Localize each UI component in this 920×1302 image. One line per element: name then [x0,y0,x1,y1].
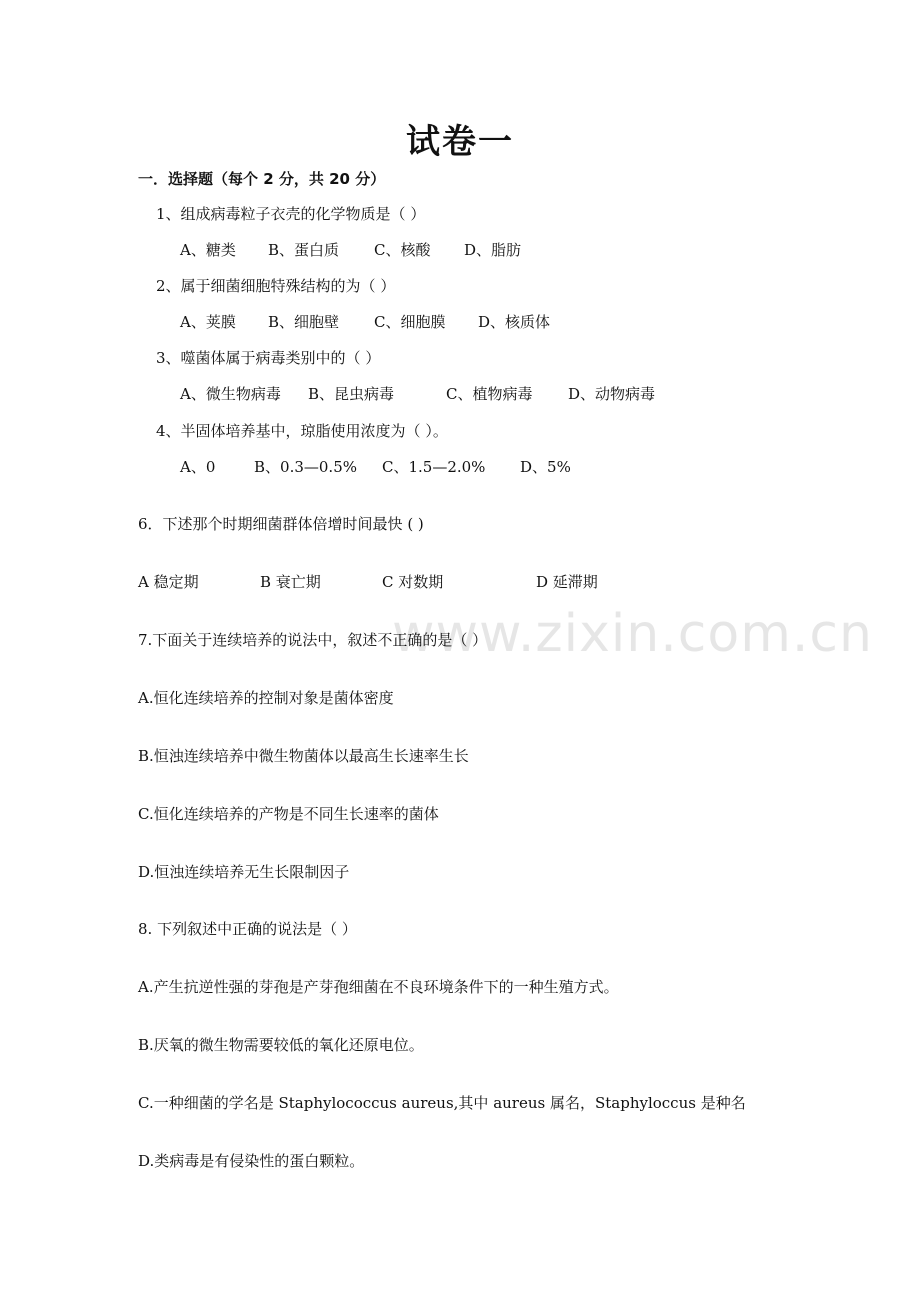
question-1-option-d: D、脂肪 [464,241,522,259]
question-8-option-d: D.类病毒是有侵染性的蛋白颗粒。 [138,1152,365,1170]
question-2-option-a: A、荚膜 [180,313,236,331]
question-8-option-a: A.产生抗逆性强的芽孢是产芽孢细菌在不良环境条件下的一种生殖方式。 [138,978,619,996]
question-8-option-b: B.厌氧的微生物需要较低的氧化还原电位。 [138,1036,424,1054]
question-4-option-b: B、0.3—0.5% [254,458,357,476]
question-4-option-a: A、0 [180,458,216,476]
question-7-option-d: D.恒浊连续培养无生长限制因子 [138,863,350,881]
page-title: 试卷一 [406,122,514,162]
question-7-option-b: B.恒浊连续培养中微生物菌体以最高生长速率生长 [138,747,469,765]
question-2-stem: 2、属于细菌细胞特殊结构的为（ ） [156,277,396,295]
question-4-option-d: D、5% [520,458,571,476]
watermark: www.zixin.com.cn [392,604,873,664]
question-6-option-c: C 对数期 [382,573,444,591]
question-4-option-c: C、1.5—2.0% [382,458,486,476]
section-heading: 一．选择题（每个 2 分，共 20 分） [138,170,386,188]
question-7-option-c: C.恒化连续培养的产物是不同生长速率的菌体 [138,805,439,823]
question-8-stem: 8. 下列叙述中正确的说法是（ ） [138,920,357,938]
question-6-option-d: D 延滞期 [536,573,598,591]
question-1-option-b: B、蛋白质 [268,241,340,259]
question-7-option-a: A.恒化连续培养的控制对象是菌体密度 [138,689,394,707]
question-3-option-b: B、昆虫病毒 [308,385,395,403]
question-6-stem: 6．下述那个时期细菌群体倍增时间最快 ( ) [138,515,424,533]
question-3-option-c: C、植物病毒 [446,385,533,403]
question-3-stem: 3、噬菌体属于病毒类别中的（ ） [156,349,381,367]
question-1-option-c: C、核酸 [374,241,431,259]
question-6-option-b: B 衰亡期 [260,573,321,591]
question-8-option-c: C.一种细菌的学名是 Staphylococcus aureus,其中 aureus 属名，Staphyloccus 是种名 [138,1094,746,1112]
question-3-option-d: D、动物病毒 [568,385,656,403]
question-7-stem: 7.下面关于连续培养的说法中，叙述不正确的是（ ） [138,631,488,649]
question-2-option-c: C、细胞膜 [374,313,446,331]
question-3-option-a: A、微生物病毒 [180,385,281,403]
question-2-option-d: D、核质体 [478,313,551,331]
question-6-option-a: A 稳定期 [138,573,199,591]
question-4-stem: 4、半固体培养基中，琼脂使用浓度为（ ）。 [156,422,448,440]
question-1-option-a: A、糖类 [180,241,236,259]
question-2-option-b: B、细胞壁 [268,313,340,331]
question-1-stem: 1、组成病毒粒子衣壳的化学物质是（ ） [156,205,426,223]
